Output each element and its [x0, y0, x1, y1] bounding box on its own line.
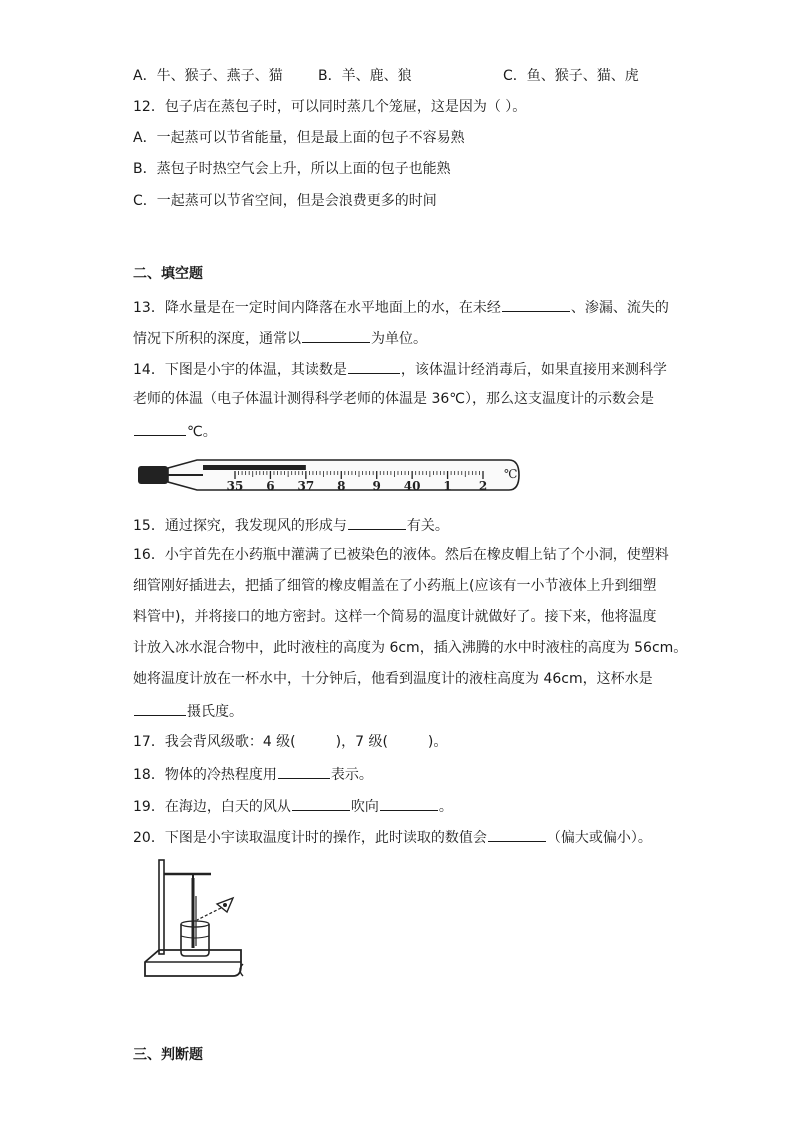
- q12-stem: 12．包子店在蒸包子时，可以同时蒸几个笼屉，这是因为（ ）。: [133, 99, 527, 115]
- thermometer-tick-label: 40: [403, 479, 421, 493]
- thermometer-mercury-column: [203, 465, 306, 470]
- q12-option-b: B．蒸包子时热空气会上升，所以上面的包子也能熟: [133, 161, 451, 177]
- thermometer-tick-label: 2: [478, 479, 488, 493]
- sight-line: [197, 908, 221, 920]
- q20-text: 20．下图是小宇读取温度计时的操作，此时读取的数值会: [133, 830, 487, 846]
- q16-line5: 她将温度计放在一杯水中，十分钟后，他看到温度计的液柱高度为 46cm，这杯水是: [133, 671, 653, 687]
- q15-text: 有关。: [406, 518, 449, 534]
- q13-blank-1[interactable]: [502, 297, 570, 312]
- q16-line3: 料管中)，并将接口的地方密封。这样一个简易的温度计就做好了。接下来，他将温度: [133, 609, 657, 625]
- q13-line1: [133, 297, 669, 317]
- q17-text: )。: [427, 734, 448, 750]
- q20-text: （偏大或偏小）。: [546, 830, 652, 846]
- q17-line: [133, 733, 447, 751]
- q16-blank[interactable]: [134, 701, 186, 716]
- q14-text: ℃。: [187, 424, 217, 440]
- q20-line: [133, 827, 652, 847]
- q19-blank-2[interactable]: [380, 796, 438, 811]
- q14-line3: [133, 421, 217, 441]
- eye-pupil: [223, 903, 227, 907]
- thermometer-unit: ℃: [504, 467, 518, 481]
- q19-text: 吹向: [350, 799, 379, 815]
- q17-text: )，7 级(: [335, 734, 388, 750]
- q19-blank-1[interactable]: [292, 796, 350, 811]
- q19-text: 。: [438, 799, 453, 815]
- q13-text: 情况下所积的深度，通常以: [133, 331, 301, 347]
- q15-line: [133, 515, 449, 535]
- q14-text: ，该体温计经消毒后，如果直接用来测科学: [400, 362, 667, 378]
- q14-line1: [133, 359, 667, 379]
- q16-line4: 计放入冰水混合物中，此时液柱的高度为 6cm，插入沸腾的水中时液柱的高度为 56cm。: [133, 640, 688, 656]
- q11-option-c: C．鱼、猴子、猫、虎: [503, 68, 639, 84]
- thermometer-reading-figure: [137, 856, 249, 984]
- q20-blank[interactable]: [488, 827, 546, 842]
- thermometer-tick-label: 1: [443, 479, 452, 493]
- q16-line1: 16．小宇首先在小药瓶中灌满了已被染色的液体。然后在橡皮帽上钻了个小洞，使塑料: [133, 547, 669, 563]
- thermometer-tick-label: 37: [297, 479, 315, 493]
- q13-line2: [133, 328, 427, 348]
- q14-text: 14．下图是小宇的体温，其读数是: [133, 362, 347, 378]
- q16-line2: 细管刚好插进去，把插了细管的橡皮帽盖在了小药瓶上(应该有一小节液体上升到细塑: [133, 578, 657, 594]
- section-heading-fill-blank: 二、填空题: [133, 266, 203, 282]
- q13-text: 为单位。: [371, 331, 427, 347]
- q14-blank-2[interactable]: [134, 421, 186, 436]
- q19-text: 19．在海边，白天的风从: [133, 799, 291, 815]
- q16-line6: [133, 701, 243, 721]
- q13-blank-2[interactable]: [302, 328, 370, 343]
- thermometer-bulb: [138, 466, 168, 484]
- q15-text: 15．通过探究，我发现风的形成与: [133, 518, 347, 534]
- q11-option-b: B．羊、鹿、狼: [318, 68, 412, 84]
- thermometer-tick-label: 6: [266, 479, 275, 493]
- thermometer-tick-label: 9: [372, 479, 381, 493]
- thermometer-tick-label: 8: [337, 479, 346, 493]
- beaker-rim: [181, 921, 209, 927]
- q18-line: [133, 764, 373, 784]
- q16-text: 摄氏度。: [187, 704, 243, 720]
- stand-pole: [159, 860, 164, 954]
- q18-blank[interactable]: [278, 764, 330, 779]
- q13-text: 、渗漏、流失的: [570, 300, 669, 316]
- thermometer-figure: [137, 454, 521, 500]
- thermometer-tick-label: 35: [226, 479, 244, 493]
- q15-blank[interactable]: [348, 515, 406, 530]
- q11-option-a: A．牛、猴子、燕子、猫: [133, 68, 283, 84]
- q14-blank-1[interactable]: [348, 359, 400, 374]
- q19-line: [133, 796, 453, 816]
- beaker-water-level: [181, 936, 209, 938]
- q14-line2: 老师的体温（电子体温计测得科学老师的体温是 36℃），那么这支温度计的示数会是: [133, 391, 654, 407]
- q12-option-a: A．一起蒸可以节省能量，但是最上面的包子不容易熟: [133, 130, 465, 146]
- q13-text: 13．降水量是在一定时间内降落在水平地面上的水，在未经: [133, 300, 501, 316]
- q12-option-c: C．一起蒸可以节省空间，但是会浪费更多的时间: [133, 193, 437, 209]
- q18-text: 表示。: [330, 767, 373, 783]
- beaker: [181, 924, 209, 956]
- q17-text: 17．我会背风级歌：4 级(: [133, 734, 296, 750]
- q18-text: 18．物体的冷热程度用: [133, 767, 277, 783]
- section-heading-true-false: 三、判断题: [133, 1047, 203, 1063]
